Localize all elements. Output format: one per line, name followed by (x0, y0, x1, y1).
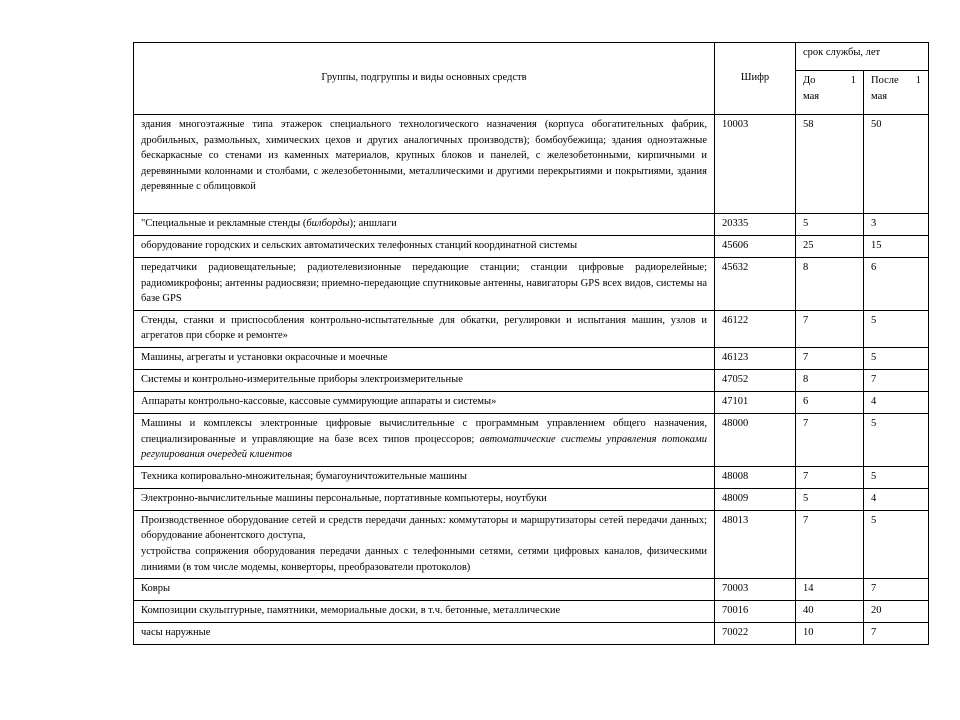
table-row (134, 115, 929, 214)
row-code: 47052 (715, 369, 796, 391)
row-description: Машины и комплексы электронные цифровые вычислительные с программным управлением общего назначения, специализированные и управляющие на базе всех типов процессоров; автоматические системы управления потоками регулирования очередей клиентов (134, 413, 715, 466)
row-before: 5 (796, 214, 864, 236)
row-code: 48009 (715, 488, 796, 510)
row-after: 4 (864, 391, 929, 413)
table-row (134, 258, 929, 311)
row-description: Производственное оборудование сетей и средств передачи данных: коммутаторы и маршрутизаторы сетей передачи данных; оборудование абонентского доступа, устройства сопряжения оборудования передачи данных с телефонными сетями, сетями цифровых каналов, физическими линиями (в том числе модемы, конверторы, преобразователи протоколов) (134, 510, 715, 578)
table-row (134, 601, 929, 623)
row-before: 5 (796, 488, 864, 510)
row-code: 46122 (715, 310, 796, 347)
row-before: 10 (796, 623, 864, 645)
row-before: 8 (796, 258, 864, 311)
row-description: часы наружные (134, 623, 715, 645)
row-before: 7 (796, 310, 864, 347)
row-description: "Специальные и рекламные стенды (билборды); аншлаги (134, 214, 715, 236)
row-after: 5 (864, 347, 929, 369)
row-before: 6 (796, 391, 864, 413)
row-description: Системы и контрольно-измерительные приборы электроизмерительные (134, 369, 715, 391)
row-after: 6 (864, 258, 929, 311)
table-header-row (134, 43, 929, 71)
row-description: Композиции скульптурные, памятники, мемориальные доски, в т.ч. бетонные, металлические (134, 601, 715, 623)
table-row (134, 236, 929, 258)
table-row (134, 310, 929, 347)
row-after: 20 (864, 601, 929, 623)
row-before: 7 (796, 510, 864, 578)
row-before: 7 (796, 466, 864, 488)
row-description: Электронно-вычислительные машины персональные, портативные компьютеры, ноутбуки (134, 488, 715, 510)
table-row (134, 369, 929, 391)
row-after: 5 (864, 510, 929, 578)
table-row (134, 214, 929, 236)
row-description: оборудование городских и сельских автоматических телефонных станций координатной системы (134, 236, 715, 258)
row-after: 7 (864, 369, 929, 391)
after-may-header: После 1 мая (864, 71, 929, 115)
row-code: 20335 (715, 214, 796, 236)
row-code: 45632 (715, 258, 796, 311)
fixed-assets-table (133, 42, 929, 645)
service-life-header: срок службы, лет (796, 43, 929, 71)
row-before: 40 (796, 601, 864, 623)
table-row (134, 391, 929, 413)
table-row (134, 623, 929, 645)
row-before: 7 (796, 347, 864, 369)
row-code: 70003 (715, 579, 796, 601)
row-before: 7 (796, 413, 864, 466)
row-description: Аппараты контрольно-кассовые, кассовые суммирующие аппараты и системы» (134, 391, 715, 413)
groups-header: Группы, подгруппы и виды основных средств (134, 43, 715, 115)
row-description: передатчики радиовещательные; радиотелевизионные передающие станции; станции цифровые радиорелейные; радиомикрофоны; антенны радиосвязи; приемно-передающие спутниковые антенны, навигаторы GPS всех видов, системы на базе GPS (134, 258, 715, 311)
row-code: 48000 (715, 413, 796, 466)
row-after: 3 (864, 214, 929, 236)
table-row (134, 347, 929, 369)
row-after: 5 (864, 310, 929, 347)
row-after: 15 (864, 236, 929, 258)
row-description: Ковры (134, 579, 715, 601)
row-after: 7 (864, 623, 929, 645)
row-before: 14 (796, 579, 864, 601)
row-after: 5 (864, 413, 929, 466)
row-after: 4 (864, 488, 929, 510)
row-description: Машины, агрегаты и установки окрасочные и моечные (134, 347, 715, 369)
row-before: 58 (796, 115, 864, 214)
table-row (134, 579, 929, 601)
row-description: Стенды, станки и приспособления контрольно-испытательные для обкатки, регулировки и испытания машин, узлов и агрегатов при сборке и ремонте» (134, 310, 715, 347)
row-before: 8 (796, 369, 864, 391)
row-code: 46123 (715, 347, 796, 369)
row-after: 50 (864, 115, 929, 214)
table-row (134, 413, 929, 466)
row-code: 10003 (715, 115, 796, 214)
row-code: 70022 (715, 623, 796, 645)
row-code: 45606 (715, 236, 796, 258)
row-code: 47101 (715, 391, 796, 413)
row-after: 7 (864, 579, 929, 601)
before-may-header: До 1 мая (796, 71, 864, 115)
row-code: 48008 (715, 466, 796, 488)
row-after: 5 (864, 466, 929, 488)
row-description: здания многоэтажные типа этажерок специального технологического назначения (корпуса обогатительных фабрик, дробильных, размольных, химических цехов и других аналогичных производств); бомбоубежища; здания одноэтажные бескаркасные со стенами из каменных материалов, крупных блоков и панелей, с железобетонными, кирпичными и деревянными колоннами и столбами, с железобетонными, металлическими и другими перекрытиями и покрытиями, здания деревянные с облицовкой (134, 115, 715, 214)
table-row (134, 466, 929, 488)
row-code: 48013 (715, 510, 796, 578)
table-row (134, 510, 929, 578)
code-header: Шифр (715, 43, 796, 115)
table-row (134, 488, 929, 510)
row-code: 70016 (715, 601, 796, 623)
row-before: 25 (796, 236, 864, 258)
row-description: Техника копировально-множительная; бумагоуничтожительные машины (134, 466, 715, 488)
